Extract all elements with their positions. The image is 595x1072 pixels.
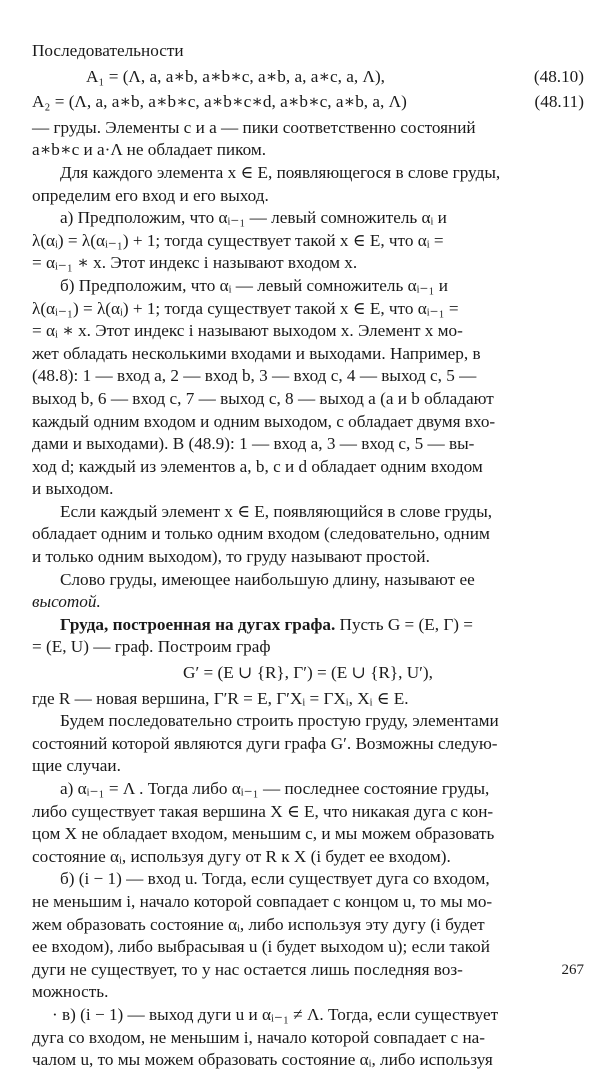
text-line: обладает одним и только одним входом (следовательно, одним [32,524,490,544]
text-line: = αᵢ ∗ x. Этот индекс i называют выходом x. Элемент x мо- [32,321,463,341]
paragraph [32,614,584,659]
page-body [32,40,584,1072]
paragraph [32,501,584,569]
text-line: состояние αᵢ, используя дугу от R к X (i будет ее входом). [32,846,451,866]
paragraph [32,162,584,207]
paragraph [32,868,584,1004]
text-line: дуга со входом, не меньшим i, начало которой совпадает с на- [32,1027,485,1047]
text-line: где R — новая вершина, Γ′R = E, Γ′Xᵢ = ΓXᵢ, Xᵢ ∈ E. [32,688,409,708]
text-line: выход b, 6 — вход c, 7 — выход c, 8 — выход a (a и b обладают [32,388,494,408]
text-line [32,614,584,637]
text-line: чалом u, то мы можем образовать состояние αᵢ, либо используя [32,1050,493,1070]
text-line: не меньшим i, начало которой совпадает с концом u, то мы мо- [32,891,493,911]
equation-body: A₂ = (Λ, a, a∗b, a∗b∗c, a∗b∗c∗d, a∗b∗c, a∗b, a, Λ) [32,92,407,112]
text-line: цом X не обладает входом, меньшим c, и мы можем образовать [32,824,495,844]
section-heading: Груда, построенная на дугах графа. [60,614,336,634]
text-line: высотой. [32,592,101,612]
text-line: Для каждого элемента x ∈ E, появляющегося в слове груды, [60,162,501,182]
text-line: ход d; каждый из элементов a, b, c и d обладает одним входом [32,456,483,476]
page-number: 267 [561,962,584,978]
text-line: a∗b∗c и a·Λ не обладает пиком. [32,140,267,160]
text-line: а) αᵢ₋₁ = Λ . Тогда либо αᵢ₋₁ — последнее состояние груды, [60,779,490,798]
text-line: жет обладать несколькими входами и выходами. Например, в [32,343,481,363]
equation-graph [32,662,584,685]
equation-body: A₁ = (Λ, a, a∗b, a∗b∗c, a∗b, a, a∗c, a, Λ), [86,66,385,86]
text-line: (48.8): 1 — вход a, 2 — вход b, 3 — вход c, 4 — выход c, 5 — [32,366,477,386]
text-line: либо существует такая вершина X ∈ E, что никакая дуга с кон- [32,801,494,821]
text-line: дами и выходами). В (48.9): 1 — вход a, 3 — вход c, 5 — вы- [32,434,475,454]
text-line: состояний которой являются дуги графа G′. Возможны следую- [32,733,498,753]
text-line: б) Предположим, что αᵢ — левый сомножитель αᵢ₋₁ и [60,275,448,295]
text-line: можность. [32,982,109,1002]
paragraph [32,1004,584,1072]
text-line: λ(αᵢ) = λ(αᵢ₋₁) + 1; тогда существует такой x ∈ E, что αᵢ = [32,230,444,250]
paragraph [32,778,584,868]
text-line: б) (i − 1) — вход u. Тогда, если существует дуга со входом, [60,869,490,889]
equation-body: G′ = (E ∪ {R}, Γ′) = (E ∪ {R}, U′), [183,663,433,683]
equation-number: (48.11) [534,92,584,112]
text-line: = (E, U) — граф. Построим граф [32,637,271,657]
text-line: жем образовать состояние αᵢ, либо используя эту дугу (i будет [32,914,485,934]
text-line: ее входом), либо выбрасывая u (i будет выходом u); если такой [32,937,490,957]
text-line: определим его вход и его выход. [32,185,269,205]
text-line: щие случаи. [32,756,121,776]
text-line: и выходом. [32,479,114,499]
text-line: а) Предположим, что αᵢ₋₁ — левый сомножитель αᵢ и [60,208,447,228]
text-line: λ(αᵢ₋₁) = λ(αᵢ) + 1; тогда существует такой x ∈ E, что αᵢ₋₁ = [32,298,459,318]
text-line: Если каждый элемент x ∈ E, появляющийся в слове груды, [60,501,493,521]
intro-text: Последовательности [32,41,184,60]
paragraph [32,710,584,778]
paragraph [32,688,584,711]
paragraph [32,117,584,162]
equation-48-11 [32,91,584,114]
text-line: = αᵢ₋₁ ∗ x. Этот индекс i называют входом x. [32,253,358,273]
text-line: · в) (i − 1) — выход дуги u и αᵢ₋₁ ≠ Λ. Тогда, если существует [52,1004,499,1024]
heading-continuation: Пусть G = (E, Γ) = [335,614,473,634]
text-line: Будем последовательно строить простую груду, элементами [60,711,499,731]
equation-number: (48.10) [533,66,584,86]
text-line: и только одним выходом), то груду называют простой. [32,547,430,567]
paragraph [32,275,584,501]
equation-48-10 [32,66,584,89]
paragraph [32,207,584,275]
text-line: Слово груды, имеющее наибольшую длину, называют ее [60,569,475,589]
text-line: — груды. Элементы c и a — пики соответственно состояний [32,117,476,137]
text-line: каждый одним входом и одним выходом, c обладает двумя вхо- [32,411,496,431]
paragraph [32,569,584,614]
text-line: дуги не существует, то у нас остается лишь последняя воз- [32,959,463,979]
